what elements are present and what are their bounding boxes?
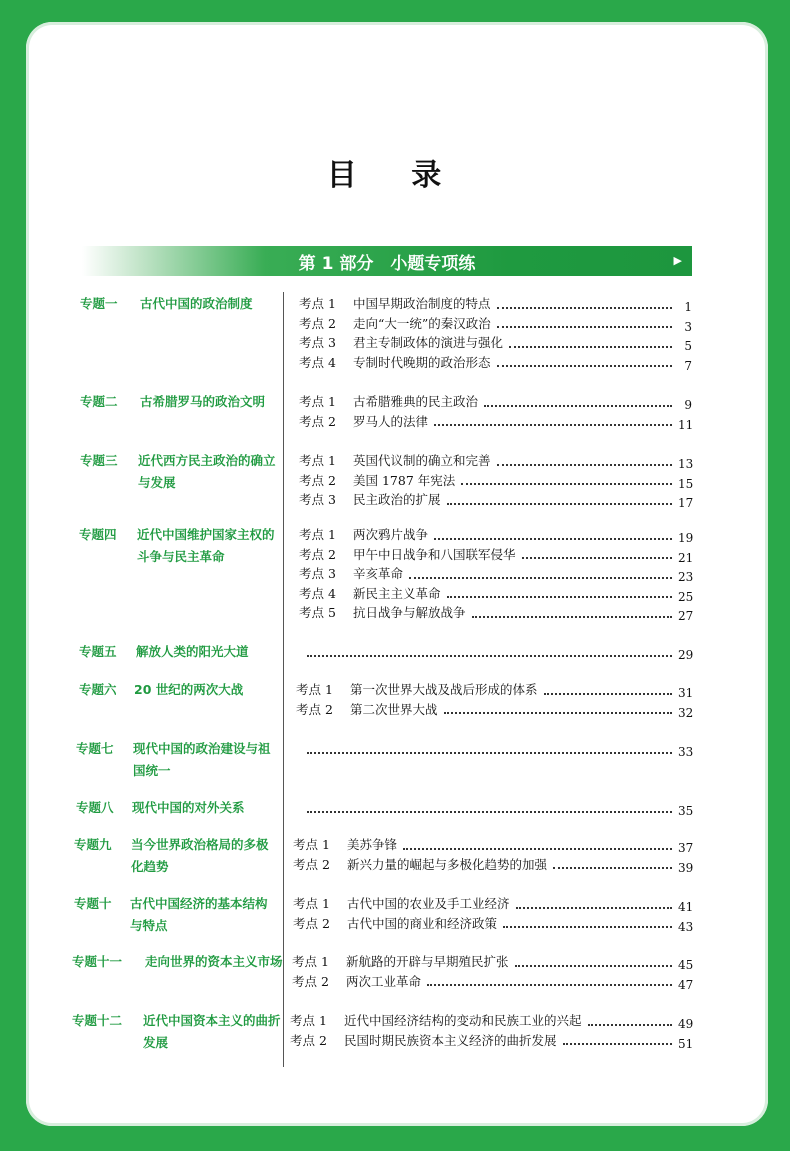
dot-leader xyxy=(515,964,672,967)
dot-leader xyxy=(403,847,672,850)
toc-entry[interactable] xyxy=(299,315,692,333)
entry-title: 近代中国经济结构的变动和民族工业的兴起 xyxy=(344,1013,582,1028)
dot-leader xyxy=(472,615,672,618)
dot-leader xyxy=(409,576,672,579)
dot-leader xyxy=(516,906,672,909)
entry-point-number: 考点 1 xyxy=(292,954,329,969)
entry-page-number: 35 xyxy=(678,804,694,818)
topic-name: 古代中国经济的基本结构与特点 xyxy=(130,896,268,933)
part-banner-label: 第 1 部分 小题专项练 xyxy=(298,253,476,274)
toc-entry[interactable] xyxy=(296,681,692,699)
entry-point-number: 考点 3 xyxy=(299,492,336,507)
entry-point-number: 考点 2 xyxy=(293,856,330,872)
topic-label: 专题六 xyxy=(79,682,117,697)
topic-label: 专题七 xyxy=(76,741,114,756)
entry-point-number: 考点 2 xyxy=(299,546,336,562)
entry-page-number: 47 xyxy=(678,977,694,992)
dot-leader xyxy=(427,983,672,986)
entry-page-number: 7 xyxy=(684,358,692,373)
topic-name: 现代中国的对外关系 xyxy=(132,800,245,815)
entry-title: 君主专制政体的演进与强化 xyxy=(353,335,504,350)
entry-point-number: 考点 1 xyxy=(293,896,330,911)
entry-page-number: 1 xyxy=(684,300,692,314)
topic-name: 近代西方民主政治的确立与发展 xyxy=(138,453,276,490)
entry-page-number: 49 xyxy=(678,1017,694,1031)
toc-entry[interactable] xyxy=(299,491,692,509)
entry-point-number: 考点 2 xyxy=(293,915,330,931)
dot-leader xyxy=(307,654,672,657)
dot-leader xyxy=(461,482,672,485)
triangle-right-icon: ▶ xyxy=(673,254,682,267)
toc-entry[interactable] xyxy=(293,856,692,874)
entry-page-number: 29 xyxy=(678,648,694,662)
toc-entry[interactable] xyxy=(299,413,692,431)
entry-title: 甲午中日战争和八国联军侵华 xyxy=(353,546,516,562)
entry-point-number: 考点 2 xyxy=(299,413,336,429)
toc-entry[interactable] xyxy=(299,565,692,583)
entry-title: 美苏争锋 xyxy=(347,837,398,852)
dot-leader xyxy=(588,1023,672,1026)
entry-title: 辛亥革命 xyxy=(353,566,404,581)
entry-title: 古代中国的商业和经济政策 xyxy=(347,915,498,931)
entry-point-number: 考点 2 xyxy=(292,973,329,989)
topic-name: 20 世纪的两次大战 xyxy=(134,682,244,697)
toc-entry[interactable] xyxy=(299,354,692,372)
entry-title: 中国早期政治制度的特点 xyxy=(353,296,491,311)
entry-page-number: 33 xyxy=(678,745,694,759)
toc-entry[interactable] xyxy=(296,701,692,719)
entry-title: 走向“大一统”的秦汉政治 xyxy=(353,315,491,331)
toc-entry[interactable] xyxy=(293,895,692,913)
entry-point-number: 考点 2 xyxy=(296,701,333,717)
dot-leader xyxy=(497,463,672,466)
dot-leader xyxy=(434,423,672,426)
toc-entry[interactable] xyxy=(299,546,692,564)
entry-title: 两次鸦片战争 xyxy=(353,527,429,542)
entry-page-number: 27 xyxy=(678,609,694,623)
toc-entry[interactable] xyxy=(290,1012,692,1030)
topic-label: 专题十二 xyxy=(72,1013,123,1028)
entry-page-number: 25 xyxy=(678,589,694,604)
dot-leader xyxy=(497,306,672,309)
entry-page-number: 31 xyxy=(678,686,694,700)
toc-entry[interactable] xyxy=(301,643,692,661)
dot-leader xyxy=(563,1042,672,1045)
dot-leader xyxy=(444,711,672,714)
toc-entry[interactable] xyxy=(301,799,692,817)
dot-leader xyxy=(434,537,672,540)
toc-entry[interactable] xyxy=(292,973,692,991)
entry-point-number: 考点 4 xyxy=(299,354,336,370)
toc-entry[interactable] xyxy=(293,915,692,933)
entry-title: 古希腊雅典的民主政治 xyxy=(353,394,479,409)
entry-page-number: 3 xyxy=(684,319,692,334)
topic-label: 专题十一 xyxy=(72,954,123,969)
topic-label: 专题十 xyxy=(74,896,112,911)
entry-title: 罗马人的法律 xyxy=(353,413,429,429)
entry-title: 新民主主义革命 xyxy=(353,585,441,601)
entry-page-number: 15 xyxy=(678,476,694,491)
topic-name: 解放人类的阳光大道 xyxy=(136,644,249,659)
entry-point-number: 考点 1 xyxy=(296,682,333,697)
entry-title: 抗日战争与解放战争 xyxy=(353,605,466,620)
entry-page-number: 39 xyxy=(678,860,694,875)
topic-label: 专题四 xyxy=(79,527,117,542)
topic-name: 古代中国的政治制度 xyxy=(140,296,253,311)
dot-leader xyxy=(503,925,672,928)
entry-title: 民主政治的扩展 xyxy=(353,492,441,507)
toc-entry[interactable] xyxy=(299,295,692,313)
entry-page-number: 37 xyxy=(678,841,694,855)
dot-leader xyxy=(553,866,672,869)
entry-point-number: 考点 1 xyxy=(299,296,336,311)
dot-leader xyxy=(509,345,672,348)
toc-entry[interactable] xyxy=(293,836,692,854)
entry-point-number: 考点 5 xyxy=(299,605,336,620)
topic-name: 近代中国资本主义的曲折发展 xyxy=(143,1013,281,1050)
toc-entry[interactable] xyxy=(299,526,692,544)
topic-label: 专题一 xyxy=(80,296,118,311)
entry-page-number: 11 xyxy=(678,417,694,432)
entry-page-number: 51 xyxy=(678,1036,694,1051)
entry-page-number: 45 xyxy=(678,958,694,972)
toc-entry[interactable] xyxy=(299,393,692,411)
entry-point-number: 考点 3 xyxy=(299,335,336,350)
topic-name: 当今世界政治格局的多极化趋势 xyxy=(131,837,269,874)
entry-page-number: 19 xyxy=(678,531,694,545)
entry-page-number: 13 xyxy=(678,457,694,471)
topic-label: 专题五 xyxy=(79,644,117,659)
topic-name: 现代中国的政治建设与祖国统一 xyxy=(133,741,271,778)
entry-point-number: 考点 2 xyxy=(299,472,336,488)
topic-label: 专题九 xyxy=(74,837,112,852)
entry-title: 民国时期民族资本主义经济的曲折发展 xyxy=(344,1032,557,1048)
dot-leader xyxy=(497,325,672,328)
entry-page-number: 23 xyxy=(678,570,694,584)
toc-entry[interactable] xyxy=(301,740,692,758)
entry-page-number: 5 xyxy=(684,339,692,353)
entry-title: 第一次世界大战及战后形成的体系 xyxy=(350,682,538,697)
dot-leader xyxy=(544,692,672,695)
part-banner xyxy=(82,246,692,276)
entry-title: 英国代议制的确立和完善 xyxy=(353,453,491,468)
entry-point-number: 考点 1 xyxy=(299,394,336,409)
topic-name: 走向世界的资本主义市场 xyxy=(145,954,283,969)
toc-entry[interactable] xyxy=(292,953,692,971)
toc-entry[interactable] xyxy=(290,1032,692,1050)
entry-title: 新航路的开辟与早期殖民扩张 xyxy=(346,954,509,969)
topic-label: 专题三 xyxy=(80,453,118,468)
dot-leader xyxy=(484,404,672,407)
dot-leader xyxy=(447,595,672,598)
topic-label: 专题八 xyxy=(76,800,114,815)
entry-title: 第二次世界大战 xyxy=(350,701,438,717)
toc-entry[interactable] xyxy=(299,452,692,470)
entry-page-number: 9 xyxy=(684,398,692,412)
entry-page-number: 41 xyxy=(678,900,694,914)
entry-point-number: 考点 3 xyxy=(299,566,336,581)
entry-point-number: 考点 1 xyxy=(293,837,330,852)
entry-title: 两次工业革命 xyxy=(346,973,422,989)
dot-leader xyxy=(522,556,672,559)
entry-page-number: 43 xyxy=(678,919,694,934)
dot-leader xyxy=(447,502,672,505)
entry-point-number: 考点 1 xyxy=(290,1013,327,1028)
entry-title: 专制时代晚期的政治形态 xyxy=(353,354,491,370)
entry-point-number: 考点 2 xyxy=(299,315,336,331)
dot-leader xyxy=(497,364,672,367)
toc-entry[interactable] xyxy=(299,472,692,490)
topic-name: 近代中国维护国家主权的斗争与民主革命 xyxy=(137,527,275,564)
topic-label: 专题二 xyxy=(80,394,118,409)
dot-leader xyxy=(307,810,672,813)
entry-page-number: 32 xyxy=(678,705,694,720)
toc-entry[interactable] xyxy=(299,585,692,603)
dot-leader xyxy=(307,751,672,754)
toc-entry[interactable] xyxy=(299,604,692,622)
entry-point-number: 考点 1 xyxy=(299,453,336,468)
toc-entry[interactable] xyxy=(299,334,692,352)
entry-title: 古代中国的农业及手工业经济 xyxy=(347,896,510,911)
entry-point-number: 考点 1 xyxy=(299,527,336,542)
page-title: 目 录 xyxy=(326,158,464,193)
entry-title: 新兴力量的崛起与多极化趋势的加强 xyxy=(347,856,548,872)
entry-page-number: 17 xyxy=(678,496,694,510)
topic-name: 古希腊罗马的政治文明 xyxy=(140,394,266,409)
entry-title: 美国 1787 年宪法 xyxy=(353,472,456,488)
entry-point-number: 考点 2 xyxy=(290,1032,327,1048)
entry-page-number: 21 xyxy=(678,550,694,565)
entry-point-number: 考点 4 xyxy=(299,585,336,601)
